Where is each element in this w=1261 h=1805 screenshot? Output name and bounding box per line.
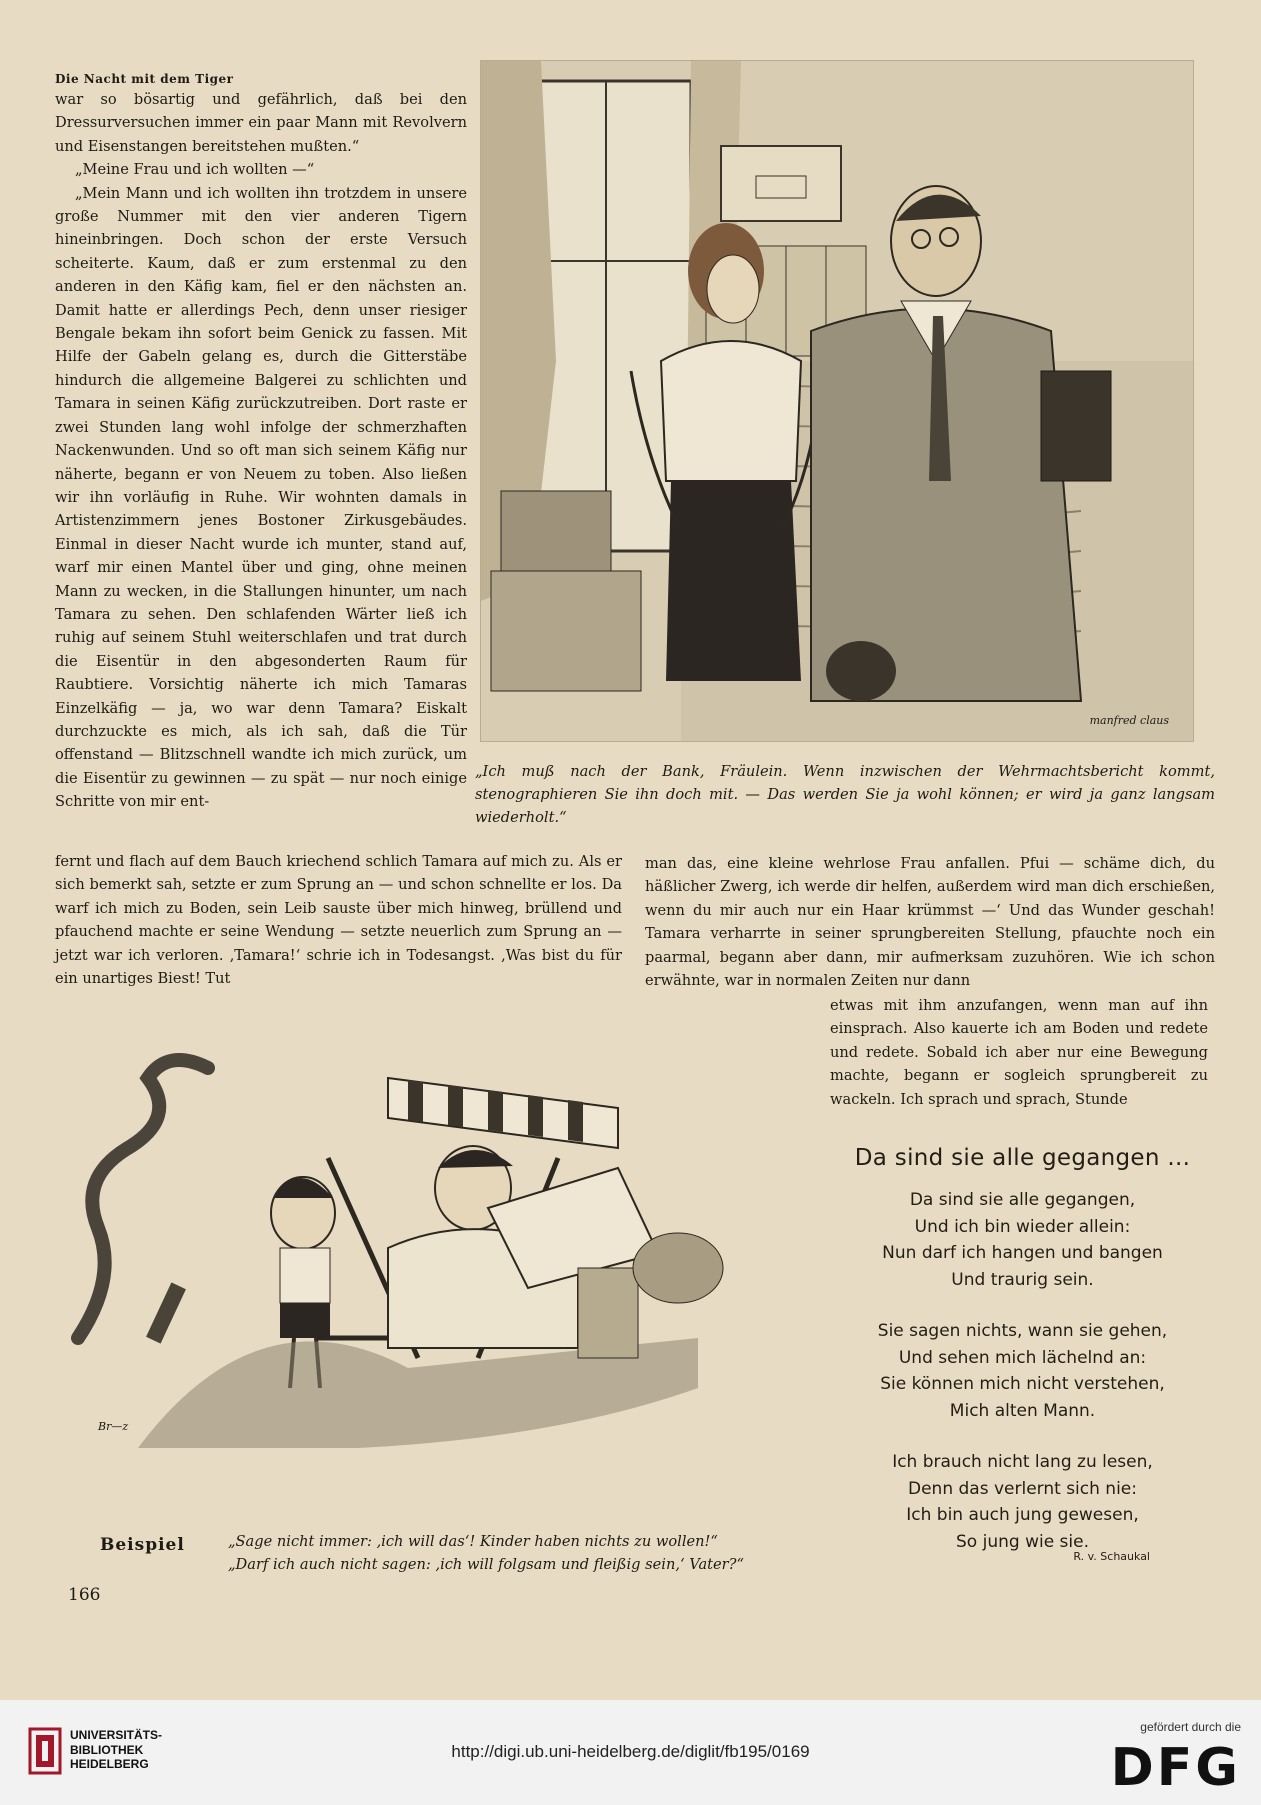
office-scene-drawing xyxy=(481,61,1193,741)
illustration-signature: manfred claus xyxy=(1089,714,1169,727)
poem-stanza xyxy=(825,1449,1220,1555)
poem-line: Denn das verlernt sich nie: xyxy=(908,1478,1137,1499)
story-paragraph: „Mein Mann und ich wollten ihn trotzdem in unsere große Nummer mit den vier anderen Tigern hineinbringen. Doch schon der erste Versuch scheiterte. Kaum, daß er zum erstenmal zu den anderen in den Käfig kam, fiel er den nächsten an. Damit hatte er allerdings Pech, denn unser riesiger Bengale bekam ihn sofort beim Genick zu fassen. Mit Hilfe der Gabeln gelang es, durch die Gitterstäbe hindurch die allgemeine Balgerei zu schlichten und Tamara in seinen Käfig zurückzutreiben. Dort raste er zwei Stunden lang wohl infolge der schmerzhaften Nackenwunden. Und so oft man sich seinem Käfig nur näherte, begann er von Neuem zu toben. Also ließen wir ihn vorläufig in Ruhe. Wir wohnten damals in Artistenzimmern jenes Bostoner Zirkusgebäudes. Einmal in dieser Nacht wurde ich munter, stand auf, warf mir einen Mantel über und ging, ohne meinen Mann zu wecken, in die Stallungen hinunter, um nach Tamara zu sehen. Den schlafenden Wärter ließ ich ruhig auf seinem Stuhl weiterschlafen und trat durch die Eisentür in den abgesonderten Raum für Raubtiere. Vorsichtig näherte ich mich Tamaras Einzelkäfig — ja, wo war denn Tamara? Eiskalt durchzuckte es mich, als ich sah, daß die Tür offenstand — Blitzschnell wandte ich mich zurück, um die Eisentür zu gewinnen — zu spät — nur noch einige Schritte von mir ent- xyxy=(55,184,467,811)
cartoon-caption-line: „Sage nicht immer: ‚ich will das‘! Kinder haben nichts zu wollen!“ xyxy=(228,1533,718,1550)
story-column-right-lower xyxy=(830,994,1208,1111)
beach-illustration xyxy=(58,1038,818,1503)
page-number: 166 xyxy=(68,1585,101,1605)
cartoon-caption-line: „Darf ich auch nicht sagen: ‚ich will folgsam und fleißig sein,‘ Vater?“ xyxy=(228,1556,744,1573)
dfg-logo[interactable]: DFG xyxy=(1110,1738,1241,1798)
office-illustration xyxy=(480,60,1194,742)
poem-line: Nun darf ich hangen und bangen xyxy=(882,1243,1163,1263)
poem-stanza xyxy=(825,1187,1220,1293)
poem-line: Ich brauch nicht lang zu lesen, xyxy=(892,1452,1153,1472)
poem-line: Und sehen mich lächelnd an: xyxy=(898,1347,1147,1368)
viewer-footer xyxy=(0,1700,1261,1805)
story-column-left xyxy=(55,88,467,814)
story-paragraph: fernt und flach auf dem Bauch kriechend schlich Tamara auf mich zu. Als er sich bemerkt sah, setzte er zum Sprung an — und schon schnellte er los. Da warf ich mich zu Boden, sein Leib sauste über mich hinweg, brüllend und pfauchend machte er seine Wendung — setzte neuerlich zum Sprung an — jetzt war ich verloren. ‚Tamara!‘ schrie ich in Todesangst. ‚Was bist du für ein unartiges Biest! Tut xyxy=(55,853,622,988)
poem-line: Da sind sie alle gegangen, xyxy=(909,1190,1136,1210)
poem xyxy=(825,1145,1220,1580)
story-paragraph: man das, eine kleine wehrlose Frau anfallen. Pfui — schäme dich, du häßlicher Zwerg, ich werde dir helfen, außerdem wird man dich erschießen, wenn du mir auch nur ein Haar krümmst —‘ Und das Wunder geschah! Tamara verharrte in seiner sprungbereiten Stellung, pfauchte noch ein paarmal, begann aber dann, mir aufmerksam zuzuhören. Wie ich schon erwähnte, war in normalen Zeiten nur dann xyxy=(645,855,1215,990)
illustration-signature: Br—z xyxy=(98,1420,129,1433)
poem-title: Da sind sie alle gegangen ... xyxy=(854,1145,1191,1171)
running-head: Die Nacht mit dem Tiger xyxy=(55,72,234,86)
cartoon-caption xyxy=(228,1530,808,1576)
poem-line: Und traurig sein. xyxy=(951,1269,1094,1290)
poem-line: Ich bin auch jung gewesen, xyxy=(906,1505,1139,1525)
poem-author: R. v. Schaukal xyxy=(1073,1550,1150,1563)
story-column-right xyxy=(645,852,1215,992)
library-name-line: BIBLIOTHEK xyxy=(70,1742,144,1757)
story-paragraph: „Meine Frau und ich wollten —“ xyxy=(75,161,315,179)
poem-line: So jung wie sie. xyxy=(956,1531,1089,1552)
poem-line: Und ich bin wieder allein: xyxy=(914,1216,1131,1237)
story-column-continuation xyxy=(55,850,622,990)
poem-stanza xyxy=(825,1318,1220,1424)
poem-line: Sie können mich nicht verstehen, xyxy=(880,1374,1165,1394)
funding-note: gefördert durch die xyxy=(1140,1720,1241,1734)
library-name-line: UNIVERSITÄTS- xyxy=(70,1728,163,1742)
story-paragraph: war so bösartig und gefährlich, daß bei den Dressurversuchen immer ein paar Mann mit Revolvern und Eisenstangen bereitstehen mußten.“ xyxy=(55,91,467,155)
library-name-line: HEIDELBERG xyxy=(70,1757,149,1771)
cartoon-title: Beispiel xyxy=(100,1535,185,1555)
poem-line: Sie sagen nichts, wann sie gehen, xyxy=(877,1321,1168,1341)
story-paragraph: etwas mit ihm anzufangen, wenn man auf ihn einsprach. Also kauerte ich am Boden und redete und redete. Sobald ich aber nur eine Bewegung machte, begann er sogleich sprungbereit zu wackeln. Ich sprach und sprach, Stunde xyxy=(830,997,1208,1108)
source-url-link[interactable]: http://digi.ub.uni-heidelberg.de/diglit/fb195/0169 xyxy=(451,1742,810,1761)
illustration-caption: „Ich muß nach der Bank, Fräulein. Wenn inzwischen der Wehrmachtsbericht kommt, stenographieren Sie ihn doch mit. — Das werden Sie ja wohl können; er wird ja ganz langsam wiederholt.“ xyxy=(475,763,1215,826)
poem-line: Mich alten Mann. xyxy=(949,1400,1096,1421)
beach-scene-drawing xyxy=(58,1038,818,1503)
